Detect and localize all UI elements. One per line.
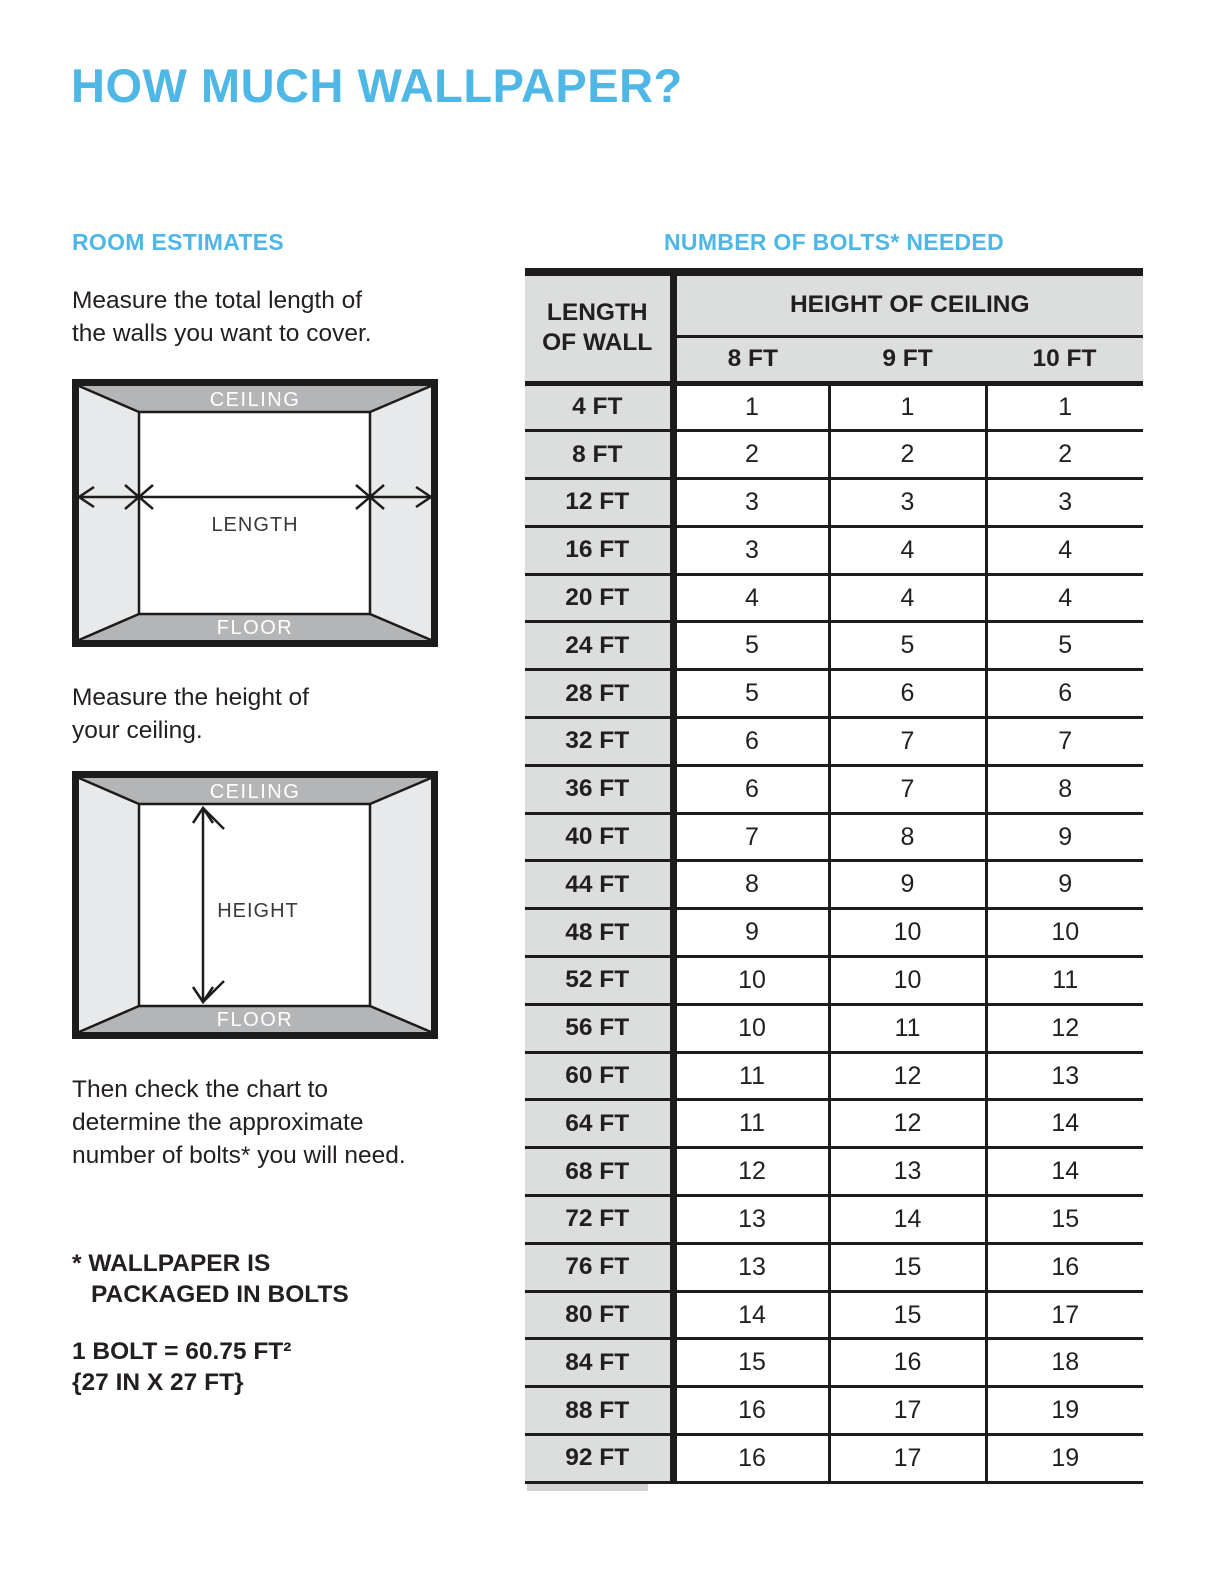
bolt-count-cell: 7 [673, 813, 829, 861]
bolt-count-cell: 11 [829, 1004, 986, 1052]
wall-length-cell: 72 FT [525, 1196, 673, 1244]
bolt-count-cell: 10 [829, 909, 986, 957]
bolts-table [525, 268, 1143, 1484]
bolt-count-cell: 13 [829, 1148, 986, 1196]
room-length-diagram [72, 379, 438, 647]
bolt-count-cell: 10 [673, 1004, 829, 1052]
bolt-count-cell: 3 [673, 479, 829, 527]
wall-length-cell: 20 FT [525, 574, 673, 622]
bolt-count-cell: 1 [986, 383, 1143, 431]
wall-length-cell: 92 FT [525, 1435, 673, 1483]
left-wall-surface [79, 386, 139, 640]
length-of-wall-header [525, 272, 673, 383]
length-label: LENGTH [211, 514, 299, 536]
height-label: HEIGHT [217, 900, 299, 922]
bolt-count-cell: 13 [673, 1243, 829, 1291]
bolt-count-cell: 9 [829, 861, 986, 909]
room-estimates-heading: ROOM ESTIMATES [72, 229, 285, 255]
bolt-count-cell: 3 [986, 479, 1143, 527]
bolt-count-cell: 6 [829, 670, 986, 718]
wall-length-cell: 28 FT [525, 670, 673, 718]
bolt-count-cell: 4 [986, 574, 1143, 622]
bolt-count-cell: 17 [829, 1387, 986, 1435]
bolt-count-cell: 7 [986, 718, 1143, 766]
bolt-count-cell: 15 [829, 1291, 986, 1339]
footnote-line2: PACKAGED IN BOLTS [91, 1281, 349, 1308]
bolt-count-cell: 7 [829, 718, 986, 766]
bolt-count-cell: 4 [986, 526, 1143, 574]
bolts-needed-heading: NUMBER OF BOLTS* NEEDED [664, 229, 1004, 255]
table-row [525, 574, 1143, 622]
col-header-10ft: 10 FT [986, 336, 1143, 383]
wallpaper-footnote [72, 1248, 349, 1398]
bolt-count-cell: 4 [829, 574, 986, 622]
bolt-count-cell: 5 [673, 622, 829, 670]
footnote-line1: * WALLPAPER IS [72, 1250, 271, 1277]
bolt-count-cell: 10 [986, 909, 1143, 957]
instruction-measure-length [72, 284, 372, 350]
table-row [525, 765, 1143, 813]
bolt-count-cell: 12 [986, 1004, 1143, 1052]
bolt-count-cell: 11 [673, 1100, 829, 1148]
wall-length-cell: 76 FT [525, 1243, 673, 1291]
back-wall [139, 412, 370, 614]
wall-length-cell: 84 FT [525, 1339, 673, 1387]
bolt-count-cell: 14 [829, 1196, 986, 1244]
table-row [525, 813, 1143, 861]
table-row [525, 718, 1143, 766]
table-row [525, 909, 1143, 957]
bolt-count-cell: 3 [829, 479, 986, 527]
wall-length-cell: 68 FT [525, 1148, 673, 1196]
wall-length-cell: 40 FT [525, 813, 673, 861]
bolt-count-cell: 4 [673, 574, 829, 622]
bolt-count-cell: 4 [829, 526, 986, 574]
bolt-count-cell: 17 [829, 1435, 986, 1483]
wall-length-cell: 24 FT [525, 622, 673, 670]
bolt-count-cell: 15 [673, 1339, 829, 1387]
bolt-count-cell: 3 [673, 526, 829, 574]
bolt-count-cell: 12 [829, 1052, 986, 1100]
bolt-count-cell: 6 [673, 718, 829, 766]
bolts-table-section [525, 268, 1143, 1491]
wall-length-cell: 56 FT [525, 1004, 673, 1052]
bolt-count-cell: 6 [673, 765, 829, 813]
table-row [525, 1196, 1143, 1244]
bolt-count-cell: 5 [986, 622, 1143, 670]
bolt-count-cell: 19 [986, 1435, 1143, 1483]
table-row [525, 1387, 1143, 1435]
wall-length-cell: 64 FT [525, 1100, 673, 1148]
bolt-count-cell: 16 [829, 1339, 986, 1387]
instruction-line: Then check the chart to [72, 1076, 329, 1103]
instruction-line: determine the approximate [72, 1109, 364, 1136]
bolt-count-cell: 11 [986, 957, 1143, 1005]
bolt-count-cell: 7 [829, 765, 986, 813]
bolts-table-body [525, 383, 1143, 1482]
col-header-9ft: 9 FT [829, 336, 986, 383]
wall-length-cell: 44 FT [525, 861, 673, 909]
wall-length-cell: 4 FT [525, 383, 673, 431]
bolt-count-cell: 11 [673, 1052, 829, 1100]
length-of-wall-line1: LENGTH [546, 299, 648, 327]
floor-label: FLOOR [216, 617, 294, 639]
table-row [525, 670, 1143, 718]
bolt-count-cell: 9 [986, 861, 1143, 909]
table-row [525, 1052, 1143, 1100]
bolt-count-cell: 5 [673, 670, 829, 718]
bolt-count-cell: 1 [829, 383, 986, 431]
bolt-count-cell: 5 [829, 622, 986, 670]
instruction-measure-height [72, 681, 309, 747]
table-row [525, 526, 1143, 574]
instruction-line: number of bolts* you will need. [72, 1142, 406, 1169]
instruction-check-chart [72, 1073, 406, 1172]
bolt-dimensions-spec: {27 IN X 27 FT} [72, 1369, 244, 1396]
table-row [525, 622, 1143, 670]
bolt-count-cell: 15 [829, 1243, 986, 1291]
table-row [525, 431, 1143, 479]
table-row [525, 1148, 1143, 1196]
bolt-count-cell: 10 [829, 957, 986, 1005]
table-row [525, 383, 1143, 431]
bolt-count-cell: 10 [673, 957, 829, 1005]
instruction-line: Measure the height of [72, 684, 309, 711]
left-wall-surface [79, 778, 139, 1032]
bolt-count-cell: 16 [673, 1387, 829, 1435]
bolt-count-cell: 14 [986, 1148, 1143, 1196]
wall-length-cell: 88 FT [525, 1387, 673, 1435]
bolt-size-spec: 1 BOLT = 60.75 FT² [72, 1338, 292, 1365]
bolt-count-cell: 14 [986, 1100, 1143, 1148]
bolt-count-cell: 2 [829, 431, 986, 479]
table-row [525, 1339, 1143, 1387]
wall-length-cell: 60 FT [525, 1052, 673, 1100]
height-of-ceiling-header: HEIGHT OF CEILING [673, 272, 1143, 336]
ceiling-label: CEILING [209, 389, 301, 411]
table-row [525, 1100, 1143, 1148]
wall-length-cell: 12 FT [525, 479, 673, 527]
right-wall-surface [370, 778, 431, 1032]
bolt-count-cell: 9 [673, 909, 829, 957]
bolt-count-cell: 8 [829, 813, 986, 861]
bolt-count-cell: 19 [986, 1387, 1143, 1435]
wall-length-cell: 80 FT [525, 1291, 673, 1339]
bolt-count-cell: 9 [986, 813, 1143, 861]
wall-length-cell: 36 FT [525, 765, 673, 813]
table-row [525, 1004, 1143, 1052]
bolts-table-header [525, 272, 1143, 383]
bolt-count-cell: 8 [673, 861, 829, 909]
bolt-count-cell: 12 [829, 1100, 986, 1148]
table-bottom-artifact [527, 1484, 648, 1491]
bolt-count-cell: 6 [986, 670, 1143, 718]
table-row [525, 479, 1143, 527]
wall-length-cell: 48 FT [525, 909, 673, 957]
bolt-count-cell: 2 [673, 431, 829, 479]
table-row [525, 1435, 1143, 1483]
bolt-count-cell: 18 [986, 1339, 1143, 1387]
bolt-count-cell: 13 [986, 1052, 1143, 1100]
ceiling-label: CEILING [209, 781, 301, 803]
wall-length-cell: 16 FT [525, 526, 673, 574]
instruction-line: the walls you want to cover. [72, 320, 372, 347]
bolt-count-cell: 16 [673, 1435, 829, 1483]
right-wall-surface [370, 386, 431, 640]
page-title: HOW MUCH WALLPAPER? [71, 59, 683, 112]
instruction-line: your ceiling. [72, 717, 203, 744]
bolt-count-cell: 15 [986, 1196, 1143, 1244]
bolt-count-cell: 16 [986, 1243, 1143, 1291]
table-row [525, 1291, 1143, 1339]
wall-length-cell: 8 FT [525, 431, 673, 479]
room-height-diagram [72, 771, 438, 1039]
bolt-count-cell: 2 [986, 431, 1143, 479]
floor-label: FLOOR [216, 1009, 294, 1031]
bolt-count-cell: 1 [673, 383, 829, 431]
length-of-wall-line2: OF WALL [542, 329, 653, 357]
bolt-count-cell: 12 [673, 1148, 829, 1196]
bolt-count-cell: 17 [986, 1291, 1143, 1339]
table-row [525, 1243, 1143, 1291]
bolt-count-cell: 14 [673, 1291, 829, 1339]
table-row [525, 861, 1143, 909]
bolt-count-cell: 8 [986, 765, 1143, 813]
wall-length-cell: 32 FT [525, 718, 673, 766]
instruction-line: Measure the total length of [72, 287, 363, 314]
wall-length-cell: 52 FT [525, 957, 673, 1005]
col-header-8ft: 8 FT [673, 336, 829, 383]
bolt-count-cell: 13 [673, 1196, 829, 1244]
table-row [525, 957, 1143, 1005]
